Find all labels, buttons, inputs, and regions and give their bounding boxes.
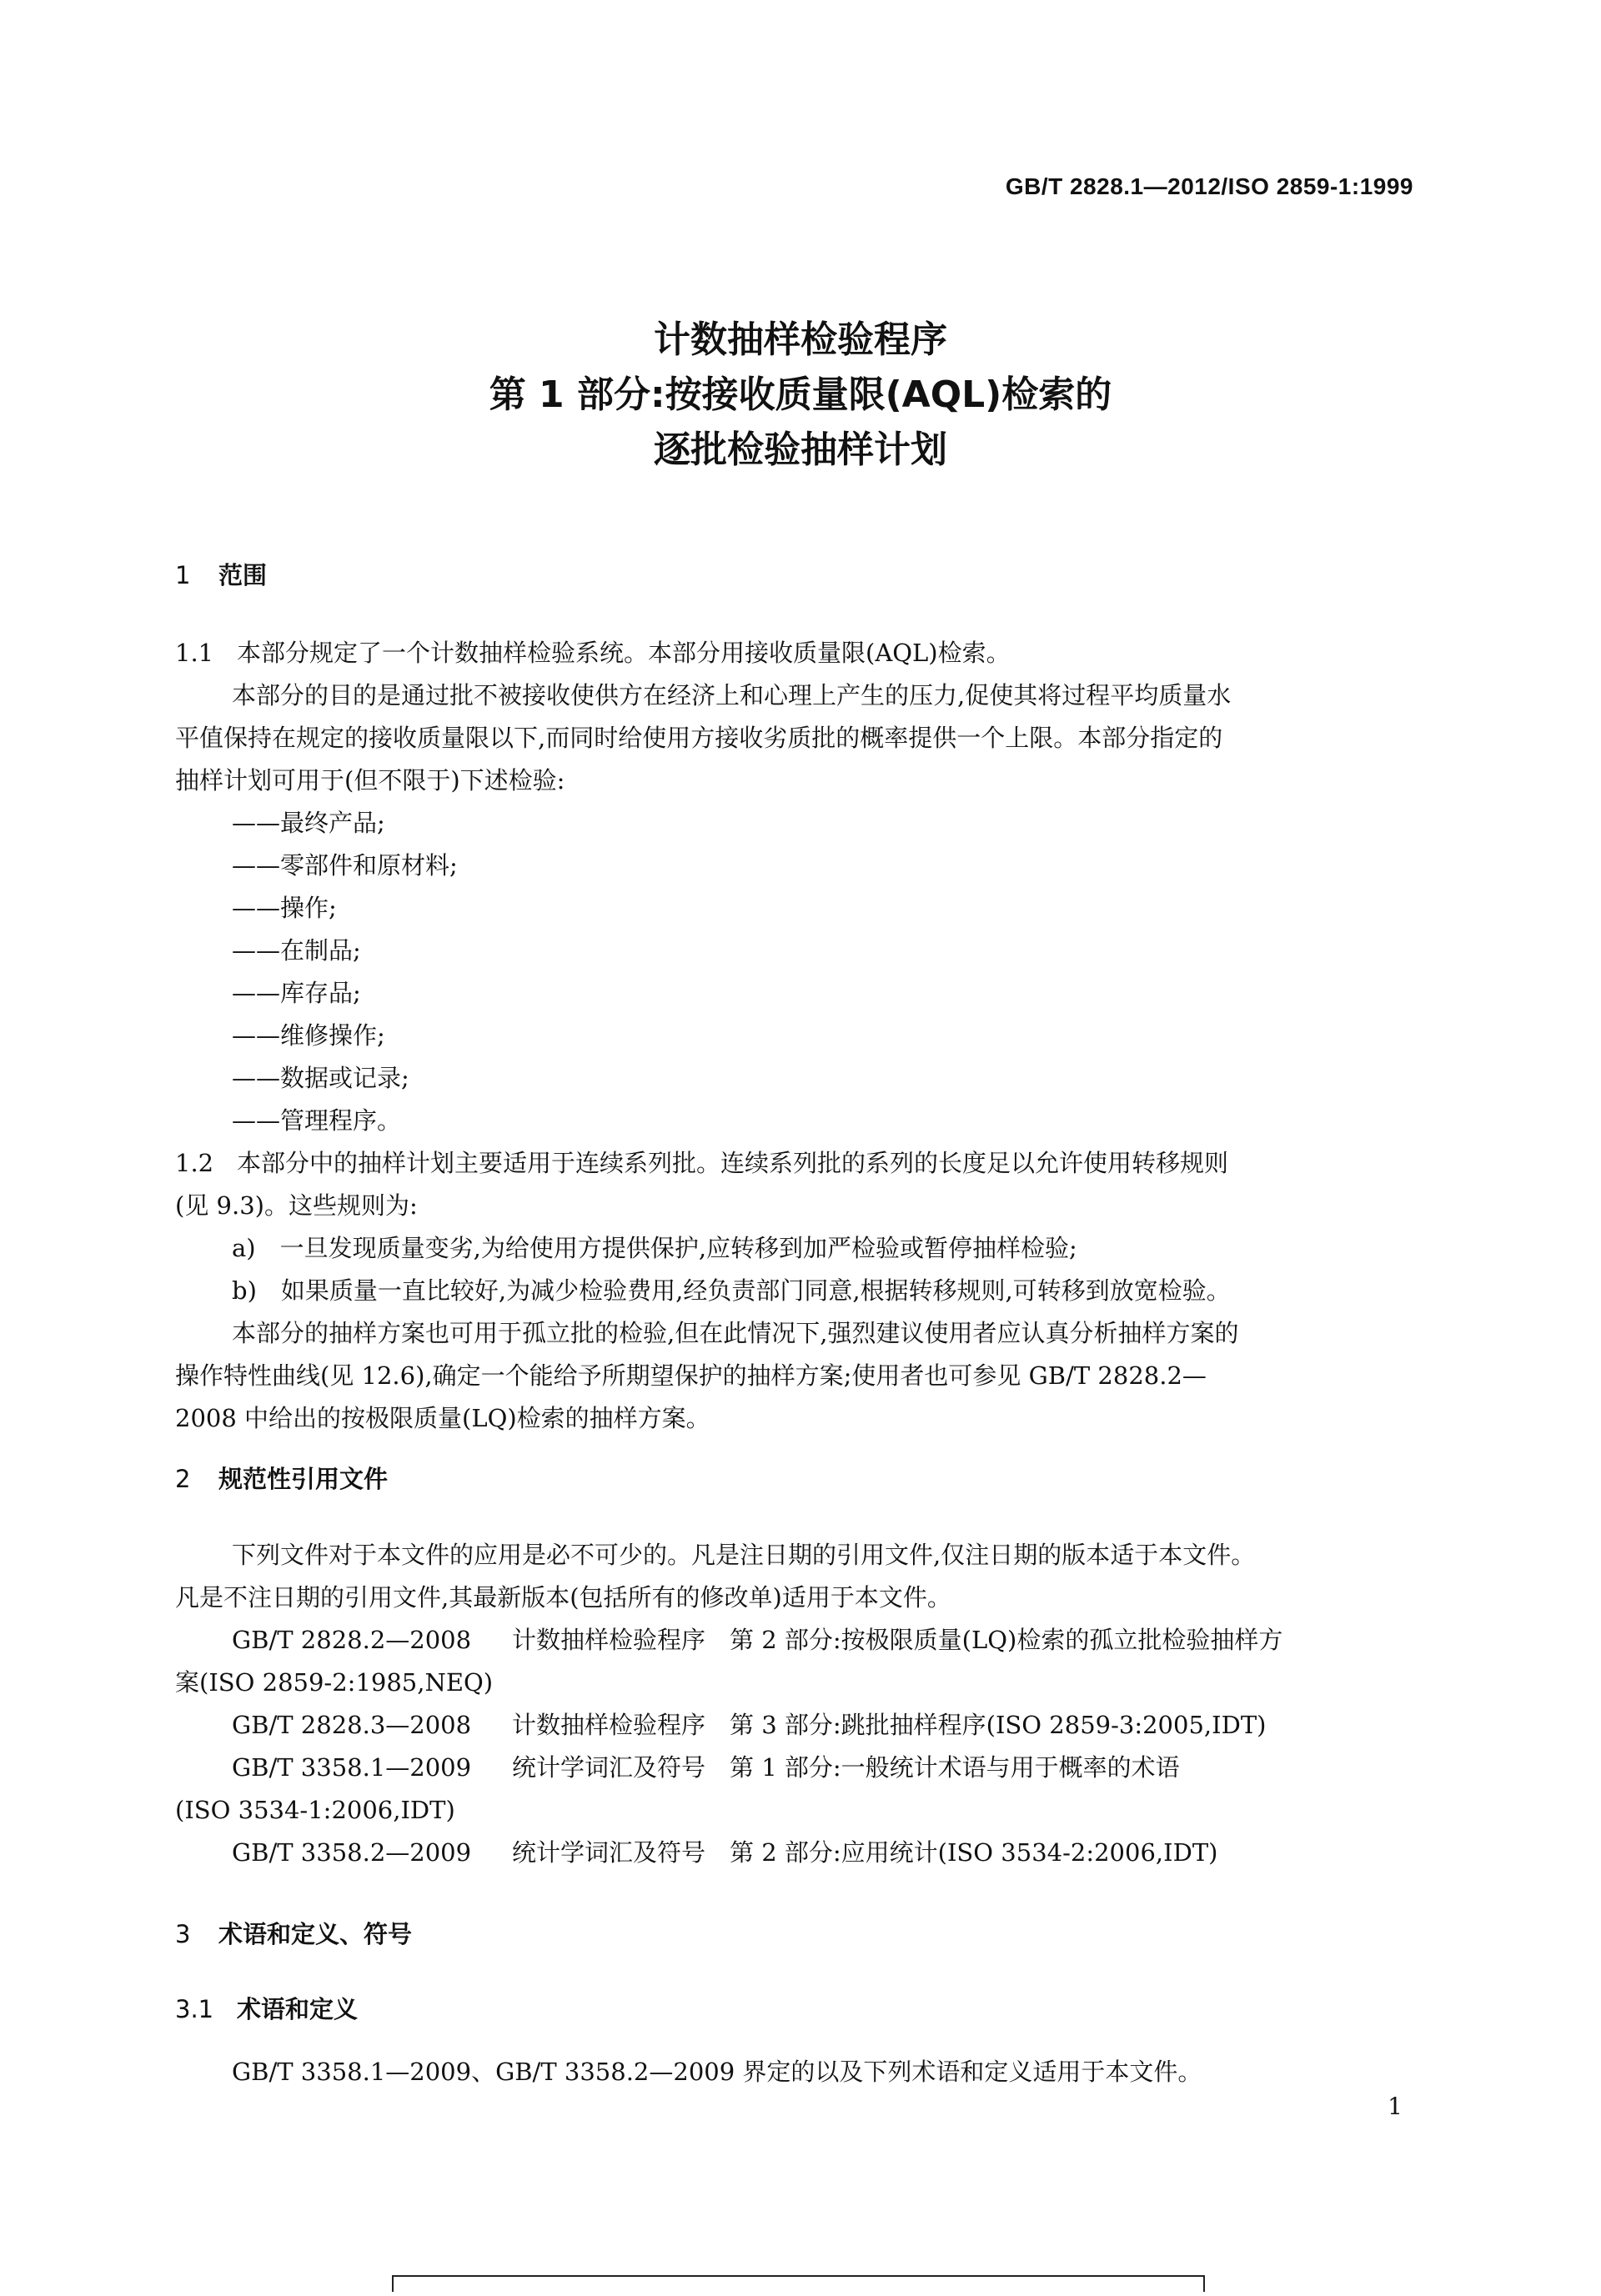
subsection-title: 术语和定义 (237, 1995, 359, 2023)
paragraph-line: 本部分的抽样方案也可用于孤立批的检验,但在此情况下,强烈建议使用者应认真分析抽样方案的 (232, 1319, 1239, 1347)
paragraph-line: 本部分的目的是通过批不被接收使供方在经济上和心理上产生的压力,促使其将过程平均质量水 (232, 681, 1232, 709)
clause-text: 本部分中的抽样计划主要适用于连续系列批。连续系列批的系列的长度足以允许使用转移规则 (237, 1149, 1229, 1177)
section-number: 1 (175, 561, 191, 589)
list-item: ——在制品; (232, 936, 361, 965)
list-item: ——维修操作; (232, 1021, 385, 1050)
paragraph-line: GB/T 3358.1—2009、GB/T 3358.2—2009 界定的以及下列术语和定义适用于本文件。 (232, 2058, 1202, 2086)
reference-item (175, 1619, 1434, 1662)
reference-code: GB/T 2828.3—2008 (232, 1711, 472, 1739)
reference-item (175, 1704, 1434, 1747)
reference-continuation: (ISO 3534-1:2006,IDT) (175, 1796, 455, 1824)
section-1-body (175, 632, 1434, 1440)
paragraph-line: (见 9.3)。这些规则为: (175, 1191, 418, 1220)
reference-code: GB/T 2828.2—2008 (232, 1626, 472, 1654)
page-number: 1 (1388, 2093, 1403, 2120)
paragraph-line: 操作特性曲线(见 12.6),确定一个能给予所期望保护的抽样方案;使用者也可参见 GB/T 2828.2— (175, 1361, 1207, 1390)
list-item: ——零部件和原材料; (232, 851, 458, 880)
clause-text: 本部分规定了一个计数抽样检验系统。本部分用接收质量限(AQL)检索。 (237, 639, 1011, 667)
paragraph-line: 2008 中给出的按极限质量(LQ)检索的抽样方案。 (175, 1404, 710, 1432)
list-item: ——管理程序。 (232, 1106, 402, 1135)
reference-code: GB/T 3358.2—2009 (232, 1838, 472, 1867)
subsection-3-1-heading (175, 1991, 358, 2025)
reference-title: 计数抽样检验程序 第 3 部分:跳批抽样程序(ISO 2859-3:2005,IDT) (512, 1711, 1267, 1739)
clause-1-2 (175, 1142, 1434, 1185)
reference-title: 统计学词汇及符号 第 1 部分:一般统计术语与用于概率的术语 (512, 1753, 1180, 1782)
reference-code: GB/T 3358.1—2009 (232, 1753, 472, 1782)
section-3-body (175, 2051, 1434, 2093)
reference-item (175, 1832, 1434, 1874)
title-line-2: 第 1 部分:按接收质量限(AQL)检索的 (489, 373, 1112, 416)
paragraph-line: 凡是不注日期的引用文件,其最新版本(包括所有的修改单)适用于本文件。 (175, 1583, 951, 1612)
standard-code: GB/T 2828.1—2012/ISO 2859-1:1999 (1005, 173, 1413, 199)
subsection-number: 3.1 (175, 1995, 214, 2023)
list-item: ——数据或记录; (232, 1064, 409, 1092)
section-number: 3 (175, 1920, 191, 1948)
list-item: ——库存品; (232, 979, 361, 1007)
clause-number: 1.2 (175, 1149, 214, 1177)
section-title: 术语和定义、符号 (218, 1920, 413, 1948)
clause-1-1 (175, 632, 1434, 674)
clause-number: 1.1 (175, 639, 214, 667)
section-1-heading (175, 557, 267, 591)
section-2-heading (175, 1461, 388, 1495)
section-2-body (175, 1534, 1434, 1874)
paragraph-line: 抽样计划可用于(但不限于)下述检验: (175, 766, 565, 795)
title-line-1: 计数抽样检验程序 (654, 318, 947, 361)
title-line-3: 逐批检验抽样计划 (654, 429, 947, 471)
section-title: 范围 (218, 561, 268, 589)
rule-a: a) 一旦发现质量变劣,为给使用方提供保护,应转移到加严检验或暂停抽样检验; (232, 1234, 1077, 1262)
list-item: ——操作; (232, 894, 337, 922)
document-title (0, 313, 1601, 478)
rule-b: b) 如果质量一直比较好,为减少检验费用,经负责部门同意,根据转移规则,可转移到放宽检验。 (232, 1276, 1231, 1305)
section-number: 2 (175, 1465, 191, 1493)
reference-item (175, 1747, 1434, 1789)
paragraph-line: 平值保持在规定的接收质量限以下,而同时给使用方接收劣质批的概率提供一个上限。本部分指定的 (175, 724, 1223, 752)
section-3-heading (175, 1916, 412, 1950)
paragraph-line: 下列文件对于本文件的应用是必不可少的。凡是注日期的引用文件,仅注日期的版本适于本文件。 (232, 1541, 1256, 1569)
footer-frame (392, 2275, 1205, 2292)
list-item: ——最终产品; (232, 809, 385, 837)
reference-title: 计数抽样检验程序 第 2 部分:按极限质量(LQ)检索的孤立批检验抽样方 (512, 1626, 1283, 1654)
reference-continuation: 案(ISO 2859-2:1985,NEQ) (175, 1668, 494, 1697)
section-title: 规范性引用文件 (218, 1465, 389, 1493)
reference-title: 统计学词汇及符号 第 2 部分:应用统计(ISO 3534-2:2006,IDT) (512, 1838, 1218, 1867)
